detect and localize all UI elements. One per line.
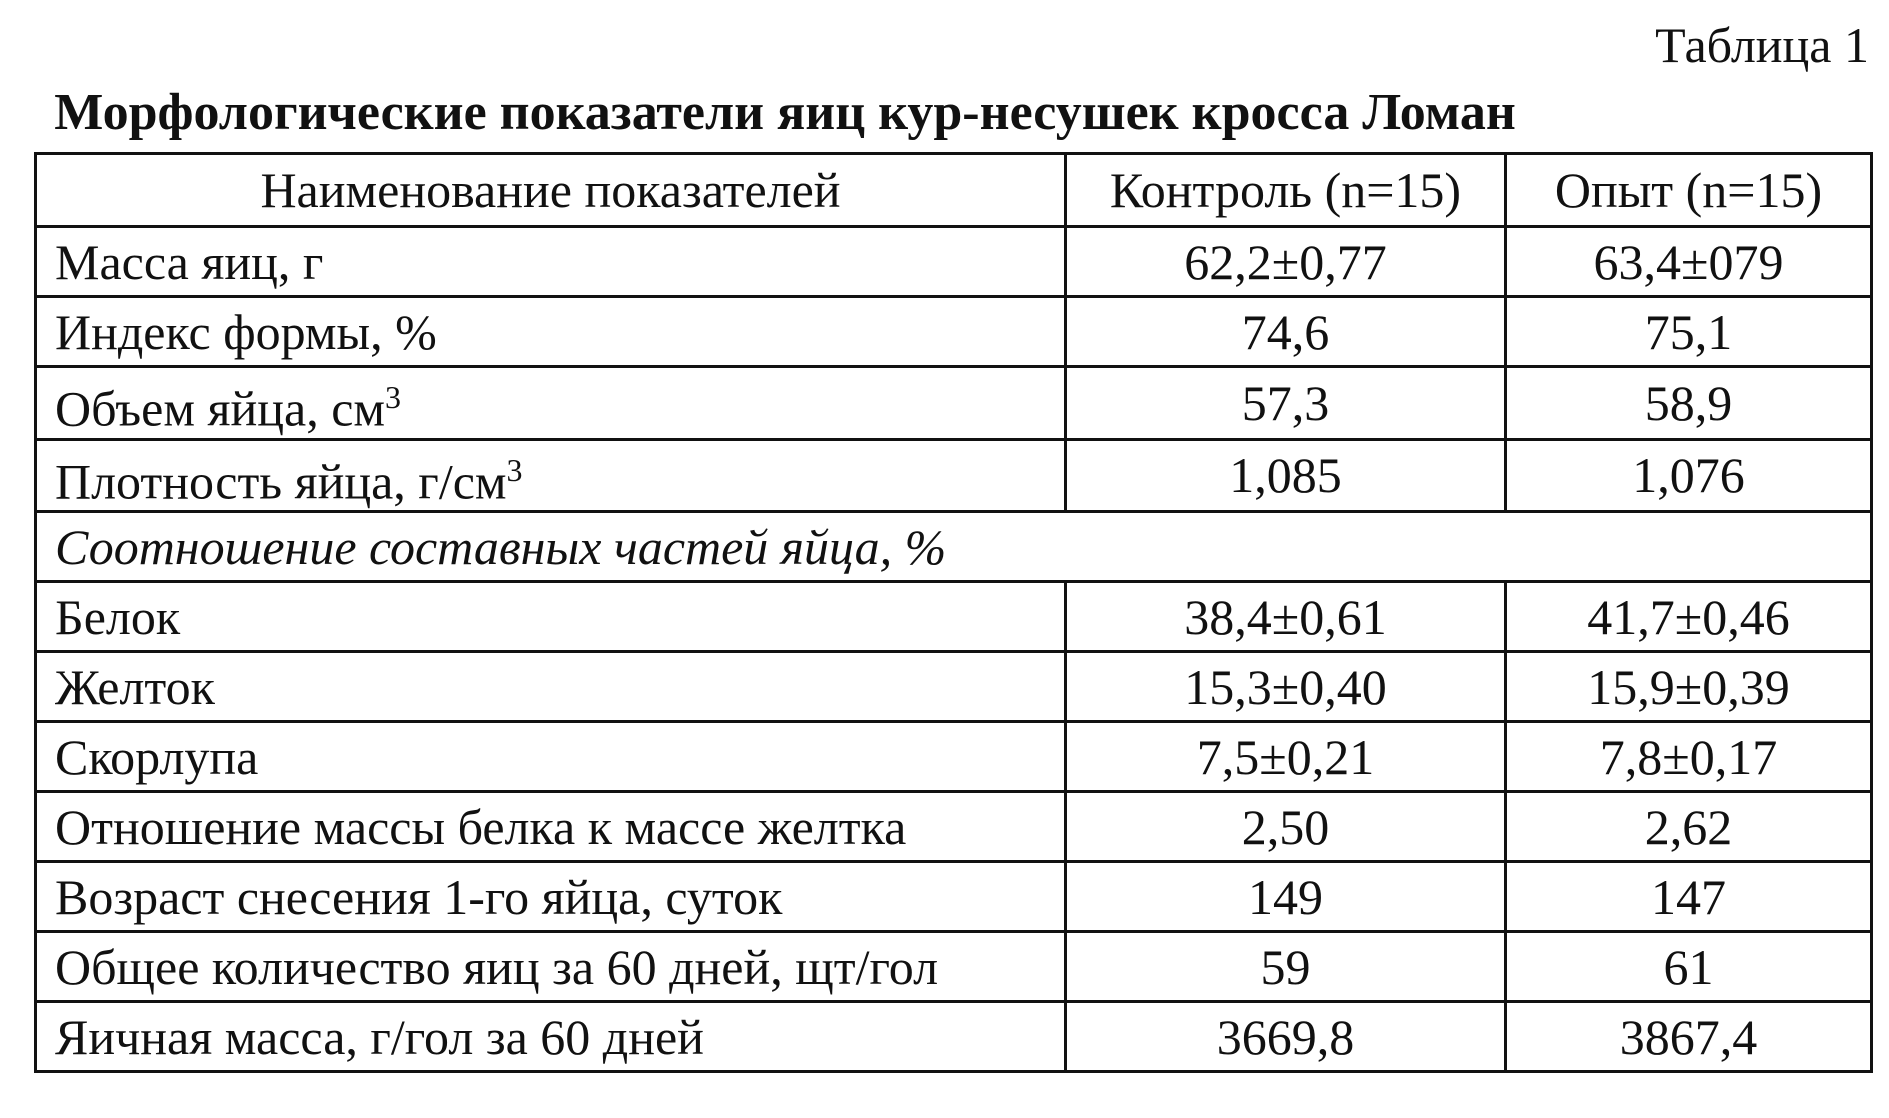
- table-row: [36, 297, 1872, 367]
- row-label: Возраст снесения 1-го яйца, суток: [36, 862, 1066, 932]
- header-experiment: Опыт (n=15): [1506, 154, 1872, 227]
- control-value: 38,4±0,61: [1066, 582, 1506, 652]
- experiment-value: 63,4±079: [1506, 227, 1872, 297]
- table-row: [36, 932, 1872, 1002]
- row-label: Желток: [36, 652, 1066, 722]
- header-indicator-name: Наименование показателей: [36, 154, 1066, 227]
- control-value: 15,3±0,40: [1066, 652, 1506, 722]
- unit-superscript: 3: [506, 451, 523, 488]
- table-row: [36, 367, 1872, 440]
- table-header-row: [36, 154, 1872, 227]
- table-row: [36, 652, 1872, 722]
- header-control: Контроль (n=15): [1066, 154, 1506, 227]
- experiment-value: 41,7±0,46: [1506, 582, 1872, 652]
- row-label-text: Масса яиц, г: [55, 233, 324, 290]
- table-row: [36, 722, 1872, 792]
- section-heading: Соотношение составных частей яйца, %: [36, 512, 1872, 582]
- control-value: 59: [1066, 932, 1506, 1002]
- table-row: [36, 1002, 1872, 1072]
- experiment-value: 3867,4: [1506, 1002, 1872, 1072]
- experiment-value: 7,8±0,17: [1506, 722, 1872, 792]
- control-value: 149: [1066, 862, 1506, 932]
- row-label: Отношение массы белка к массе желтка: [36, 792, 1066, 862]
- experiment-value: 2,62: [1506, 792, 1872, 862]
- table-row: [36, 862, 1872, 932]
- control-value: 57,3: [1066, 367, 1506, 440]
- control-value: 2,50: [1066, 792, 1506, 862]
- experiment-value: 147: [1506, 862, 1872, 932]
- row-label: [36, 227, 1066, 297]
- row-label: Скорлупа: [36, 722, 1066, 792]
- control-value: 7,5±0,21: [1066, 722, 1506, 792]
- row-label: Общее количество яиц за 60 дней, щт/гол: [36, 932, 1066, 1002]
- experiment-value: 75,1: [1506, 297, 1872, 367]
- row-label-text: Плотность яйца, г/см: [55, 453, 507, 510]
- control-value: 74,6: [1066, 297, 1506, 367]
- row-label: [36, 439, 1066, 512]
- section-row: [36, 512, 1872, 582]
- control-value: 1,085: [1066, 439, 1506, 512]
- experiment-value: 1,076: [1506, 439, 1872, 512]
- table-row: [36, 582, 1872, 652]
- experiment-value: 61: [1506, 932, 1872, 1002]
- row-label: Яичная масса, г/гол за 60 дней: [36, 1002, 1066, 1072]
- row-label: [36, 297, 1066, 367]
- control-value: 62,2±0,77: [1066, 227, 1506, 297]
- row-label-text: Индекс формы, %: [55, 303, 437, 360]
- egg-morphology-table: [34, 152, 1873, 1073]
- row-label: [36, 367, 1066, 440]
- table-title: Морфологические показатели яиц кур-несушек кросса Ломан: [54, 84, 1516, 141]
- row-label-text: Объем яйца, см: [55, 380, 386, 437]
- table-row: [36, 792, 1872, 862]
- unit-superscript: 3: [385, 379, 402, 415]
- control-value: 3669,8: [1066, 1002, 1506, 1072]
- experiment-value: 15,9±0,39: [1506, 652, 1872, 722]
- table-number-label: Таблица 1: [1655, 17, 1869, 73]
- table-row: [36, 227, 1872, 297]
- experiment-value: 58,9: [1506, 367, 1872, 440]
- table-row: [36, 439, 1872, 512]
- row-label: Белок: [36, 582, 1066, 652]
